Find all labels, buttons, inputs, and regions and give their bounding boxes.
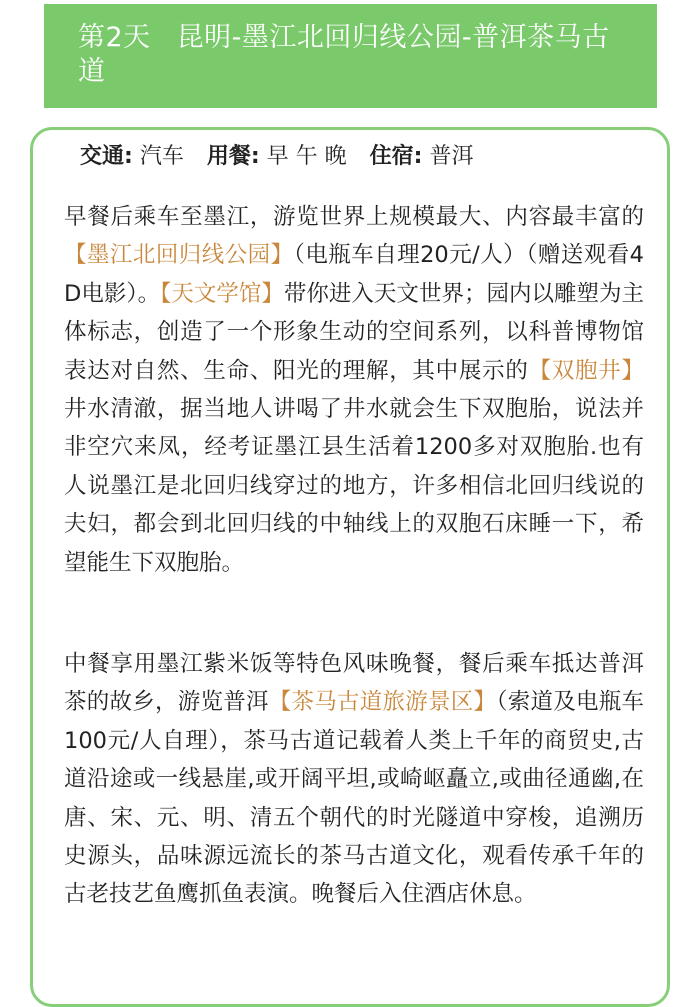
highlight-twin-well: 【双胞井】 — [528, 357, 644, 384]
day-title — [78, 21, 637, 89]
day-header — [44, 4, 657, 108]
paragraph-afternoon — [64, 645, 644, 914]
text-segment: 中餐享用墨江紫米饭等特色风味晚餐，餐后乘车抵达普洱茶的故乡，游览普洱 — [64, 651, 644, 716]
text-segment: 带你进入天文世界；园内以雕塑为主体标志，创造了一个形象生动的空间系列，以科普博物馆表达对自然、生命、阳光的理解，其中展示的 — [64, 280, 644, 384]
highlight-mojiang-park: 【墨江北回归线公园】 — [64, 242, 294, 269]
transport-value: 汽车 — [139, 144, 184, 169]
text-segment: （电瓶车自理20元/人）（赠送观看4D电影）。 — [64, 242, 644, 307]
highlight-tea-horse-road: 【茶马古道旅游景区】 — [268, 689, 497, 716]
text-segment: （索道及电瓶车100元/人自理），茶马古道记载着人类上千年的商贸史,古道沿途或一线悬崖,或开阔平坦,或崎岖矗立,或曲径通幽,在唐、宋、元、明、清五个朝代的时光隧道中穿梭，追溯历史源头，品味源远流长的茶马古道文化，观看传承千年的古老技艺鱼鹰抓鱼表演。晚餐后入住酒店休息。 — [64, 689, 644, 908]
trip-meta — [80, 142, 489, 172]
day-number: 第2天 — [78, 22, 151, 53]
meals-value: 早 午 晚 — [266, 144, 347, 169]
transport-label: 交通: — [80, 144, 133, 169]
text-segment: 井水清澈，据当地人讲喝了井水就会生下双胞胎，说法并非空穴来凤，经考证墨江县生活着1200多对双胞胎.也有人说墨江是北回归线穿过的地方，许多相信北回归线说的夫妇，都会到北回归线的中轴线上的双胞石床睡一下，希望能生下双胞胎。 — [64, 396, 644, 576]
paragraph-morning — [64, 198, 644, 582]
text-segment: 早餐后乘车至墨江，游览世界上规模最大、内容最丰富的 — [64, 204, 644, 230]
lodging-label: 住宿: — [369, 144, 423, 169]
route-title: 昆明-墨江北回归线公园-普洱茶马古道 — [78, 22, 610, 87]
meals-label: 用餐: — [206, 144, 260, 169]
highlight-astronomy-hall: 【天文学馆】 — [160, 280, 284, 307]
lodging-value: 普洱 — [429, 144, 474, 169]
